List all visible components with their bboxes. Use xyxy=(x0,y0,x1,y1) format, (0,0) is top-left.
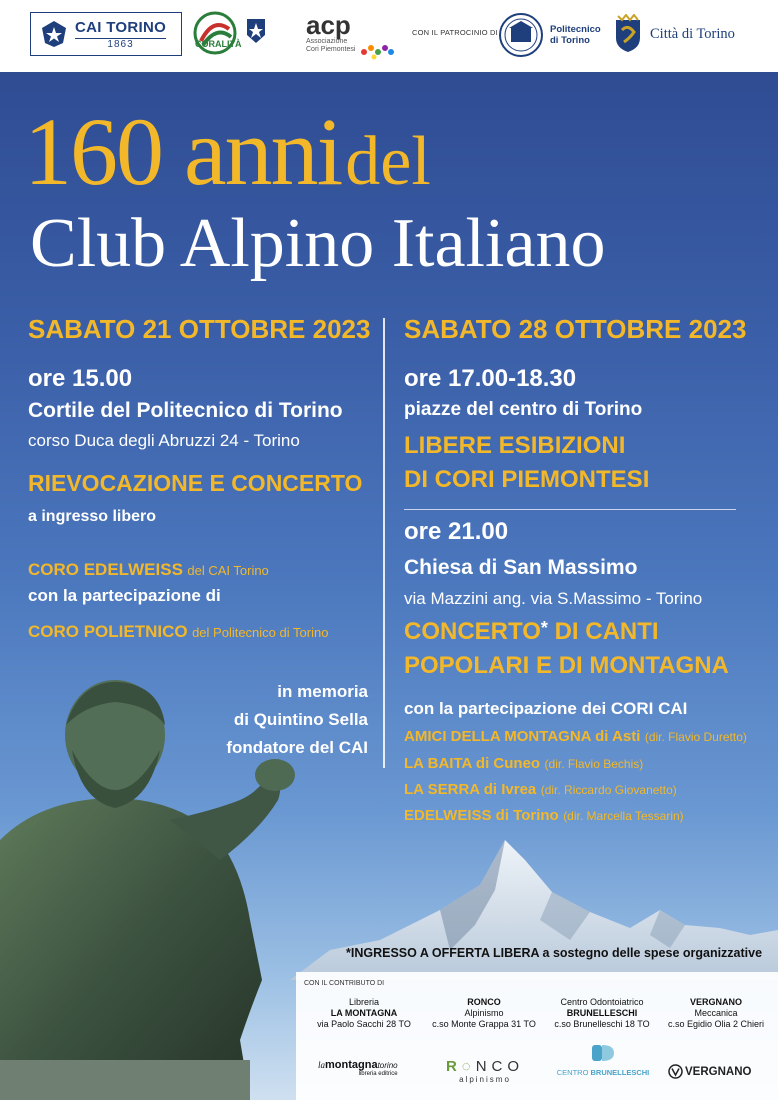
title-number: 160 anni xyxy=(24,98,342,205)
logo-vergnano xyxy=(668,1064,751,1079)
memoria-line2: di Quintino Sella xyxy=(233,710,368,729)
torino-shield-icon xyxy=(614,14,642,54)
logo-bar xyxy=(0,0,778,72)
cai-year: 1863 xyxy=(75,38,166,50)
coro-item xyxy=(404,781,677,799)
coro-director: (dir. Flavio Duretto) xyxy=(644,730,747,744)
politecnico-seal-icon xyxy=(498,12,544,58)
sponsor-l3: c.so Monte Grappa 31 TO xyxy=(432,1019,536,1029)
coro-edelweiss: CORO EDELWEISS xyxy=(28,560,183,579)
right-separator xyxy=(404,509,736,510)
memoria-line1: in memoria xyxy=(277,682,368,701)
coro-polietnico-poli: del Politecnico di Torino xyxy=(192,625,329,640)
sponsor-vergnano xyxy=(660,997,772,1030)
citta-torino-logo xyxy=(614,12,764,56)
sponsor-l2: LA MONTAGNA xyxy=(330,1008,398,1018)
right-address2: via Mazzini ang. via S.Massimo - Torino xyxy=(404,589,703,608)
coralita-logo xyxy=(193,11,273,57)
right-time2: ore 21.00 xyxy=(404,518,509,545)
sponsor-l3: via Paolo Sacchi 28 TO xyxy=(317,1019,411,1029)
right-event1-l1: LIBERE ESIBIZIONI xyxy=(404,432,626,459)
memoria-line3: fondatore del CAI xyxy=(226,738,368,757)
logo-ronco xyxy=(440,1058,530,1084)
politecnico-logo xyxy=(498,12,606,58)
brunelleschi-icon xyxy=(590,1043,616,1063)
left-date: SABATO 21 OTTOBRE 2023 xyxy=(28,314,371,344)
coro-edelweiss-line xyxy=(28,560,269,580)
sponsor-l1: VERGNANO xyxy=(689,997,742,1007)
title-del: del xyxy=(345,123,431,200)
left-place: Cortile del Politecnico di Torino xyxy=(28,399,343,422)
logo-ronco-word xyxy=(440,1058,530,1075)
title-club-alpino: Club Alpino Italiano xyxy=(30,205,606,282)
logo-vergnano-text: VERGNANO xyxy=(685,1065,752,1078)
sponsor-libreria xyxy=(308,997,420,1030)
ingresso-offerta-libera: *INGRESSO A OFFERTA LIBERA a sostegno delle spese organizzative xyxy=(346,946,763,960)
logo-ronco-r: R xyxy=(445,1058,462,1075)
cai-name: CAI TORINO xyxy=(75,18,167,36)
logo-brunelleschi: BRUNELLESCHI xyxy=(590,1068,650,1077)
coro-name: AMICI DELLA MONTAGNA di Asti xyxy=(404,728,641,745)
coro-polietnico-line xyxy=(28,622,328,642)
concerto-asterisk: * xyxy=(540,618,548,638)
column-divider xyxy=(383,318,385,768)
left-partecipazione: con la partecipazione di xyxy=(28,586,221,605)
coro-polietnico: CORO POLIETNICO xyxy=(28,622,188,641)
coro-director: (dir. Riccardo Giovanetto) xyxy=(540,783,677,797)
concerto-di-canti: DI CANTI xyxy=(547,618,659,645)
acp-subtitle: Associazione Cori Piemontesi xyxy=(306,38,356,53)
logo-ronco-sub: alpinismo xyxy=(459,1075,511,1084)
sponsor-l2: BRUNELLESCHI xyxy=(566,1008,638,1018)
poli-line1: Politecnico xyxy=(550,24,601,35)
coro-edelweiss-cai: del CAI Torino xyxy=(187,563,269,578)
coro-director: (dir. Flavio Bechis) xyxy=(544,757,644,771)
sponsor-l1: Centro Odontoiatrico xyxy=(560,997,644,1007)
sponsor-l3: c.so Egidio Olia 2 Chieri xyxy=(667,1019,765,1029)
cai-torino-logo xyxy=(30,12,182,56)
right-date: SABATO 28 OTTOBRE 2023 xyxy=(404,314,747,344)
left-event: RIEVOCAZIONE E CONCERTO xyxy=(28,470,363,496)
acp-dots-icon xyxy=(360,40,394,60)
poli-line2: di Torino xyxy=(550,35,590,46)
sponsor-ronco xyxy=(428,997,540,1030)
coro-name: EDELWEISS di Torino xyxy=(404,807,559,824)
coro-director: (dir. Marcella Tessarin) xyxy=(563,809,684,823)
concerto-line2: POPOLARI E DI MONTAGNA xyxy=(404,652,729,679)
acp-logo xyxy=(306,12,394,62)
vergnano-v-icon xyxy=(668,1064,683,1079)
coro-name: LA SERRA di Ivrea xyxy=(404,781,537,798)
right-place2: Chiesa di San Massimo xyxy=(404,556,638,579)
sponsors-heading: CON IL CONTRIBUTO DI xyxy=(304,980,385,987)
coro-item xyxy=(404,807,684,825)
left-entry: a ingresso libero xyxy=(28,508,157,525)
citta-label: Città di Torino xyxy=(650,25,735,42)
coro-item xyxy=(404,755,643,773)
left-address: corso Duca degli Abruzzi 24 - Torino xyxy=(28,431,300,450)
coro-name: LA BAITA di Cuneo xyxy=(404,755,541,772)
coralita-label: CORALITÀ xyxy=(195,39,242,49)
patrocinio-label: CON IL PATROCINIO DI xyxy=(412,28,498,37)
right-partecipazione: con la partecipazione dei CORI CAI xyxy=(404,699,688,718)
sponsor-l1: RONCO xyxy=(467,997,501,1007)
logo-ronco-nco: NCO xyxy=(475,1058,525,1075)
cai-star-icon xyxy=(37,17,71,51)
logo-centro: CENTRO xyxy=(556,1068,589,1077)
concerto-word: CONCERTO xyxy=(404,618,541,645)
acp-text: acp xyxy=(306,10,351,40)
logo-la-montagna xyxy=(318,1059,398,1077)
sponsor-brunelleschi xyxy=(546,997,658,1030)
concerto-line1 xyxy=(404,618,659,646)
sponsor-l2: Alpinismo xyxy=(464,1008,504,1018)
logo-la: la xyxy=(318,1060,326,1070)
right-place1: piazze del centro di Torino xyxy=(404,399,643,420)
right-time1: ore 17.00-18.30 xyxy=(404,365,577,392)
left-time: ore 15.00 xyxy=(28,365,133,392)
sponsor-l3: c.so Brunelleschi 18 TO xyxy=(554,1019,650,1029)
right-event1-l2: DI CORI PIEMONTESI xyxy=(404,466,650,493)
sponsors-strip xyxy=(296,972,778,1100)
logo-ronco-leaf-icon: ◌ xyxy=(461,1058,476,1075)
logo-montagna: montagna xyxy=(325,1059,378,1071)
logo-centro-brunelleschi xyxy=(554,1043,652,1077)
sponsor-l1: Libreria xyxy=(348,997,379,1007)
sponsor-l2: Meccanica xyxy=(694,1008,738,1018)
title-160-anni xyxy=(24,98,431,212)
coro-item xyxy=(404,728,747,746)
logo-libreria-editrice: libreria editrice xyxy=(358,1071,398,1077)
logo-torino: torino xyxy=(377,1061,398,1070)
